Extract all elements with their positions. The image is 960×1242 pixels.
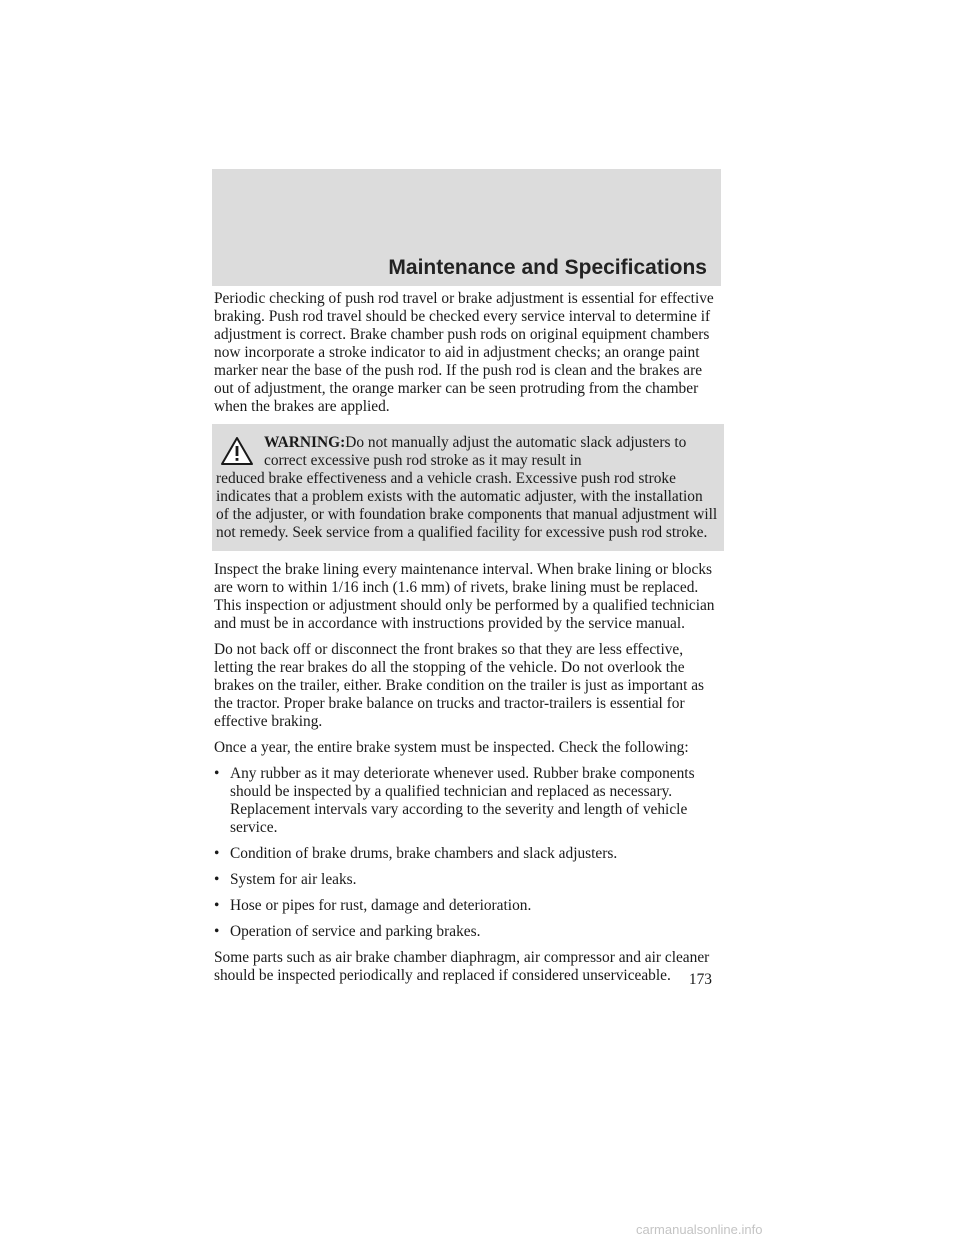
warning-text-first [216,434,718,470]
warning-triangle-icon [220,436,254,466]
section-title: Maintenance and Specifications [388,256,707,279]
bullet-icon: • [214,871,220,888]
list-item [214,923,724,941]
list-item-text: Operation of service and parking brakes. [230,923,481,940]
inspection-checklist [214,765,724,941]
watermark-text: carmanualsonline.info [636,1222,763,1237]
paragraph-push-rod-travel: Periodic checking of push rod travel or brake adjustment is essential for effective braking. Push rod travel should be checked every service interval to determine if adjustment is correct. Brake chamber push rods on original equipment chambers now incorporate a stroke indicator to aid in adjustment checks; an orange paint marker near the base of the push rod. If the push rod is clean and the brakes are out of adjustment, the orange marker can be seen protruding from the chamber when the brakes are applied. [214,290,714,415]
bullet-icon: • [214,923,220,940]
warning-text-rest: reduced brake effectiveness and a vehicle crash. Excessive push rod stroke indicates that a problem exists with the automatic adjuster, with the installation of the adjuster, or with foundation brake components that manual adjustment will not remedy. Seek service from a qualified facility for excessive push rod stroke. [216,470,718,541]
bullet-icon: • [214,765,220,782]
list-item [214,845,724,863]
list-item-text: Condition of brake drums, brake chambers and slack adjusters. [230,845,618,862]
list-item [214,765,724,837]
list-item [214,897,724,915]
list-item-text: Any rubber as it may deteriorate whenever used. Rubber brake components should be inspected by a qualified technician and replaced as necessary. Replacement intervals vary according to the severity and length of vehicle service. [230,765,695,836]
list-item [214,871,724,889]
paragraph-front-brakes: Do not back off or disconnect the front brakes so that they are less effective, letting the rear brakes do all the stopping of the vehicle. Do not overlook the brakes on the trailer, either. Brake condition on the trailer is just as important as the tractor. Proper brake balance on trucks and tractor-trailers is essential for effective braking. [214,641,705,730]
list-item-text: System for air leaks. [230,871,357,888]
page-number: 173 [688,971,712,988]
warning-label: WARNING: [264,434,346,451]
paragraph-annual-inspection: Once a year, the entire brake system must be inspected. Check the following: [214,739,689,756]
paragraph-parts-replacement: Some parts such as air brake chamber diaphragm, air compressor and air cleaner should be inspected periodically and replaced if considered unserviceable. [214,949,710,984]
list-item-text: Hose or pipes for rust, damage and deterioration. [230,897,532,914]
bullet-icon: • [214,897,220,914]
warning-text-lead: Do not manually adjust the automatic slack adjusters to correct excessive push rod stroke as it may result in [264,434,687,469]
warning-box [212,424,724,551]
bullet-icon: • [214,845,220,862]
page-content [214,290,724,993]
section-header-band [212,169,721,286]
paragraph-brake-lining: Inspect the brake lining every maintenance interval. When brake lining or blocks are worn to within 1/16 inch (1.6 mm) of rivets, brake lining must be replaced. This inspection or adjustment should only be performed by a qualified technician and must be in accordance with instructions provided by the service manual. [214,561,715,632]
